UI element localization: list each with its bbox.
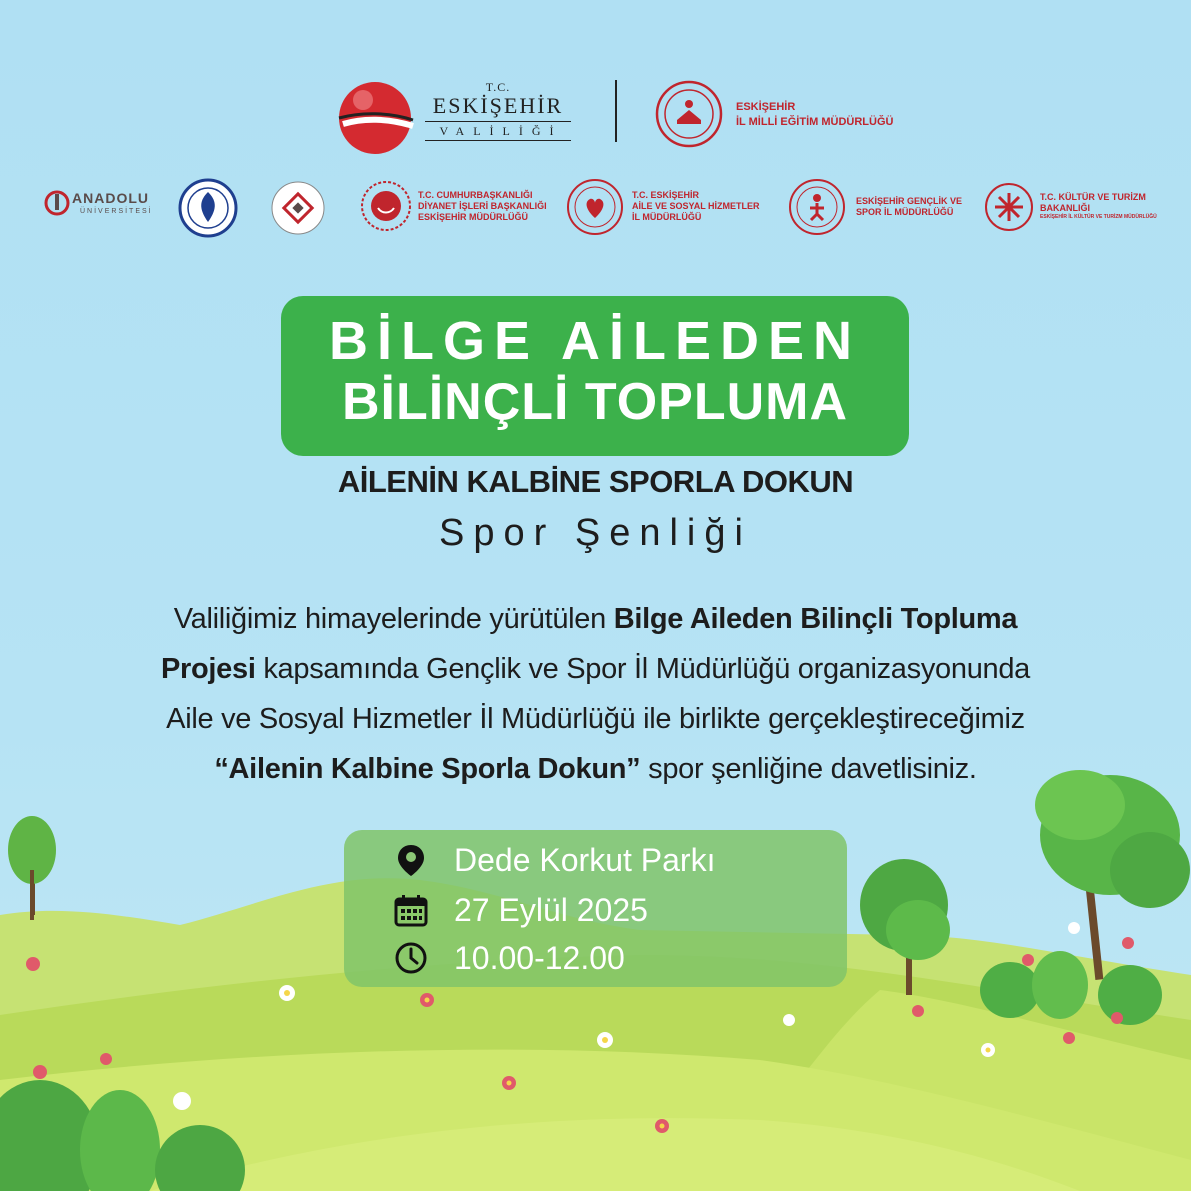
genclik-line2: SPOR İL MÜDÜRLÜĞÜ <box>856 207 954 217</box>
para-bold-projesi: Projesi <box>160 653 256 685</box>
date-row <box>394 890 428 930</box>
genclik-label <box>856 196 962 218</box>
kultur-line3: ESKİŞEHİR İL KÜLTÜR VE TURİZM MÜDÜRLÜĞÜ <box>1040 214 1157 220</box>
anadolu-logo-icon <box>44 190 70 216</box>
aile-line2: AİLE VE SOSYAL HİZMETLER <box>632 201 760 211</box>
kultur-line1: T.C. KÜLTÜR VE TURİZM <box>1040 192 1146 202</box>
clock-icon <box>394 941 428 975</box>
diyanet-line2: DİYANET İŞLERİ BAŞKANLIĞI <box>418 201 547 211</box>
location-row <box>394 840 428 880</box>
para-bold-event: “Ailenin Kalbine Sporla Dokun” <box>214 753 641 785</box>
para-text-2: kapsamında Gençlik ve Spor İl Müdürlüğü organizasyonunda <box>255 653 1031 685</box>
aile-line3: İL MÜDÜRLÜĞÜ <box>632 212 702 222</box>
estu-seal-icon <box>270 180 326 236</box>
kultur-line2: BAKANLIĞI <box>1040 203 1090 213</box>
diyanet-label <box>418 190 547 223</box>
meb-seal-icon <box>655 80 723 148</box>
valilik-sub: VALİLİĞİ <box>425 121 571 141</box>
logo-divider <box>615 80 617 142</box>
calendar-icon <box>394 893 428 927</box>
para-text-4: spor şenliğine davetlisiniz. <box>640 753 977 785</box>
para-text-1: Valiliğimiz himayelerinde yürütülen <box>173 603 614 635</box>
valilik-city: ESKİŞEHİR <box>432 93 564 118</box>
meb-label <box>736 100 893 130</box>
title-banner <box>281 296 909 456</box>
event-info-box <box>344 830 847 987</box>
genclik-spor-seal-icon <box>788 178 846 236</box>
aile-label <box>632 190 760 223</box>
date-text: 27 Eylül 2025 <box>454 892 648 928</box>
aile-line1: T.C. ESKİŞEHİR <box>632 190 700 200</box>
kultur-turizm-seal-icon <box>984 182 1034 232</box>
valilik-wordmark <box>425 80 571 141</box>
title-line2: BİLİNÇLİ TOPLUMA <box>341 373 849 431</box>
diyanet-line1: T.C. CUMHURBAŞKANLIĞI <box>418 190 533 200</box>
title-line1: BİLGE AİLEDEN <box>328 311 862 371</box>
kultur-label <box>1040 192 1157 221</box>
event-type: Spor Şenliği <box>439 512 752 554</box>
meb-line2: İL MİLLİ EĞİTİM MÜDÜRLÜĞÜ <box>736 116 894 128</box>
aile-seal-icon <box>566 178 624 236</box>
eskisehir-valiligi-logo-icon <box>333 78 415 158</box>
location-text: Dede Korkut Parkı <box>454 842 716 878</box>
valilik-tc: T.C. <box>485 80 511 94</box>
anadolu-sub: ÜNİVERSİTESİ <box>80 208 153 215</box>
time-row <box>394 938 428 978</box>
diyanet-seal-icon <box>360 180 412 232</box>
time-text: 10.00-12.00 <box>454 940 625 976</box>
genclik-line1: ESKİŞEHİR GENÇLİK VE <box>856 196 963 206</box>
location-pin-icon <box>394 843 428 877</box>
para-text-3: Aile ve Sosyal Hizmetler İl Müdürlüğü ile birlikte gerçekleştireceğimiz <box>166 703 1025 735</box>
diyanet-line3: ESKİŞEHİR MÜDÜRLÜĞÜ <box>418 212 529 222</box>
event-subtitle: AİLENİN KALBİNE SPORLA DOKUN <box>337 464 854 499</box>
para-bold-project: Bilge Aileden Bilinçli Topluma <box>613 603 1018 635</box>
ogu-seal-icon <box>178 178 238 238</box>
invitation-text <box>60 594 1131 794</box>
anadolu-name: ANADOLU <box>72 190 149 206</box>
meb-line1: ESKİŞEHİR <box>736 101 796 113</box>
